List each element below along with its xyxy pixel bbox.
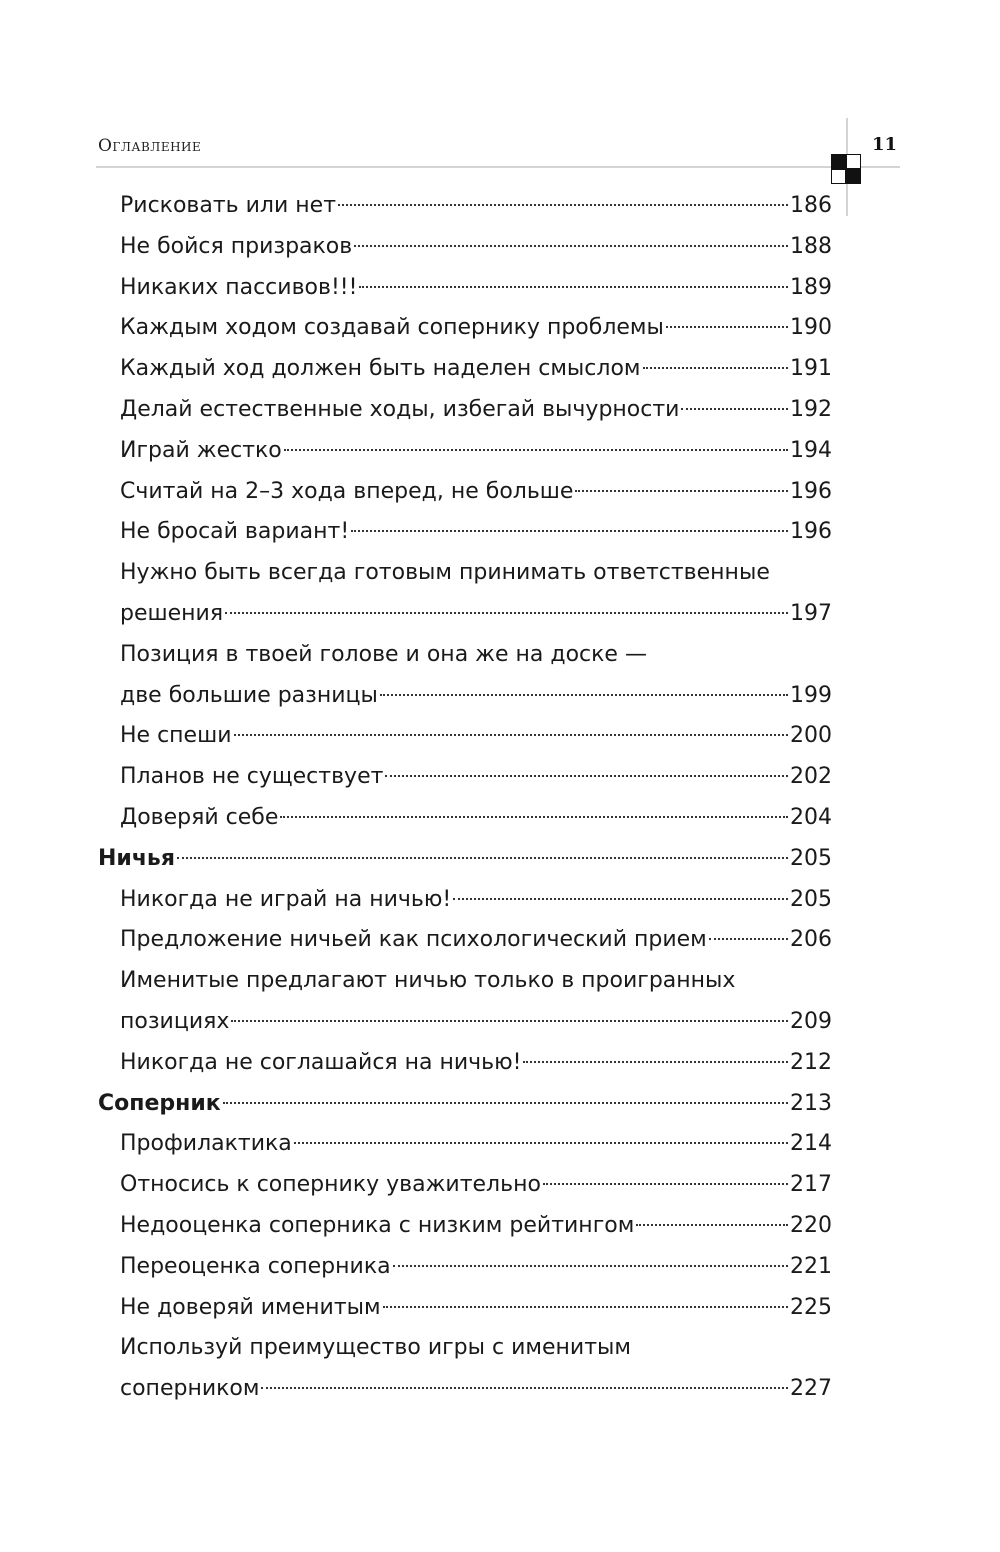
- toc-page-number: 214: [790, 1131, 832, 1157]
- toc-line: [98, 1084, 832, 1125]
- toc-title: Рисковать или нет: [120, 193, 337, 218]
- toc-entry[interactable]: [0, 268, 1000, 309]
- toc-page-number: 186: [790, 193, 832, 218]
- dot-leader: [338, 204, 788, 206]
- dot-leader: [575, 490, 788, 492]
- toc-page-number: 212: [790, 1049, 832, 1075]
- toc-title: Играй жестко: [120, 437, 282, 463]
- toc-line: [120, 798, 832, 839]
- toc-section[interactable]: [0, 1084, 1000, 1125]
- dot-leader: [351, 530, 788, 532]
- toc-title: Не бросай вариант!: [120, 519, 350, 545]
- toc-line: [120, 1165, 832, 1206]
- toc-page-number: 205: [790, 886, 832, 912]
- toc-entry[interactable]: [0, 186, 1000, 227]
- dot-leader: [261, 1387, 788, 1389]
- toc-title: Не бойся призраков: [120, 233, 353, 259]
- toc-title: Переоценка соперника: [120, 1253, 391, 1279]
- dot-leader: [543, 1183, 788, 1185]
- toc-entry[interactable]: [0, 920, 1000, 961]
- toc-title: Профилактика: [120, 1131, 292, 1157]
- toc-entry[interactable]: [0, 1002, 1000, 1043]
- toc-line: [120, 1247, 832, 1288]
- toc-line: [120, 1369, 832, 1410]
- dot-leader: [383, 1306, 788, 1308]
- toc-line: [120, 757, 832, 798]
- toc-page-number: 192: [790, 396, 832, 422]
- page-number: 11: [872, 134, 898, 155]
- toc-line: [120, 1328, 832, 1369]
- toc-title: Позиция в твоей голове и она же на доске —: [120, 641, 647, 667]
- toc-title: позициях: [120, 1008, 230, 1034]
- toc-title: Не спеши: [120, 723, 232, 749]
- dot-leader: [393, 1265, 788, 1267]
- toc-entry[interactable]: [0, 635, 1000, 676]
- toc-entry[interactable]: [0, 880, 1000, 921]
- toc-page-number: 206: [790, 927, 832, 953]
- toc-line: [120, 676, 832, 717]
- dot-leader: [380, 694, 788, 696]
- dot-leader: [294, 1142, 788, 1144]
- toc-line: [120, 472, 832, 513]
- toc-entry[interactable]: [0, 390, 1000, 431]
- dot-leader: [385, 775, 788, 777]
- toc-page-number: 190: [790, 315, 832, 341]
- toc-entry[interactable]: [0, 716, 1000, 757]
- dot-leader: [354, 245, 788, 247]
- dot-leader: [225, 612, 788, 614]
- toc-title: Относись к сопернику уважительно: [120, 1172, 541, 1198]
- toc-entry[interactable]: [0, 676, 1000, 717]
- toc-line: [120, 308, 832, 349]
- toc-title: Каждым ходом создавай сопернику проблемы: [120, 315, 664, 341]
- toc-page-number: 197: [790, 600, 832, 626]
- toc-title: Не доверяй именитым: [120, 1294, 381, 1320]
- toc-line: [120, 390, 832, 431]
- dot-leader: [284, 449, 788, 451]
- toc-entry[interactable]: [0, 594, 1000, 635]
- toc-entry[interactable]: [0, 1328, 1000, 1369]
- toc-title: соперником: [120, 1376, 260, 1402]
- dot-leader: [643, 367, 788, 369]
- dot-leader: [666, 326, 788, 328]
- toc-title: Никаких пассивов!!!: [120, 274, 358, 300]
- toc-title: Недооценка соперника с низким рейтингом: [120, 1212, 635, 1238]
- toc-entry[interactable]: [0, 227, 1000, 268]
- toc-line: [120, 961, 832, 1002]
- toc-line: [120, 716, 832, 757]
- toc-line: [120, 431, 832, 472]
- toc-page-number: 188: [790, 233, 832, 259]
- toc-entry[interactable]: [0, 349, 1000, 390]
- toc-line: [120, 553, 832, 594]
- toc-entry[interactable]: [0, 1247, 1000, 1288]
- toc-page-number: 202: [790, 764, 832, 790]
- toc-page-number: 205: [790, 845, 832, 871]
- dot-leader: [681, 408, 788, 410]
- toc-line: [98, 839, 832, 880]
- toc-title: Используй преимущество игры с именитым: [120, 1335, 631, 1361]
- toc-page-number: 191: [790, 356, 832, 382]
- dot-leader: [223, 1102, 788, 1104]
- toc-line: [120, 594, 832, 635]
- toc-page-number: 196: [790, 519, 832, 545]
- toc-title: решения: [120, 600, 224, 626]
- dot-leader: [359, 286, 788, 288]
- toc-page-number: 200: [790, 723, 832, 749]
- toc-section[interactable]: [0, 839, 1000, 880]
- toc-title: две большие разницы: [120, 682, 378, 708]
- header-rule: [96, 166, 900, 168]
- toc-entry[interactable]: [0, 798, 1000, 839]
- toc-line: [120, 349, 832, 390]
- toc-line: [120, 186, 832, 227]
- toc-line: [120, 635, 832, 676]
- dot-leader: [523, 1061, 788, 1063]
- checkerboard-icon: [831, 154, 861, 184]
- toc-page-number: 217: [790, 1172, 832, 1198]
- dot-leader: [177, 857, 788, 859]
- toc-page-number: 196: [790, 478, 832, 504]
- toc-line: [120, 1124, 832, 1165]
- toc-page-number: 194: [790, 437, 832, 463]
- toc-page-number: 213: [790, 1090, 832, 1116]
- dot-leader: [234, 734, 788, 736]
- toc-entry[interactable]: [0, 308, 1000, 349]
- toc-page-number: 199: [790, 682, 832, 708]
- toc-entry[interactable]: [0, 431, 1000, 472]
- toc-page-number: 189: [790, 274, 832, 300]
- toc-entry[interactable]: [0, 472, 1000, 513]
- toc-line: [120, 1206, 832, 1247]
- toc-title: Делай естественные ходы, избегай вычурности: [120, 396, 680, 422]
- toc-page-number: 225: [790, 1294, 832, 1320]
- toc-entry[interactable]: [0, 1288, 1000, 1329]
- toc-entry[interactable]: [0, 1124, 1000, 1165]
- toc-entry[interactable]: [0, 1165, 1000, 1206]
- toc-line: [120, 920, 832, 961]
- toc-title: Никогда не играй на ничью!: [120, 886, 452, 912]
- toc-page-number: 204: [790, 804, 832, 830]
- toc-entry[interactable]: [0, 512, 1000, 553]
- toc-entry[interactable]: [0, 553, 1000, 594]
- toc-page-number: 209: [790, 1008, 832, 1034]
- toc-title: Ничья: [98, 845, 175, 871]
- toc-line: [120, 268, 832, 309]
- toc-line: [120, 1288, 832, 1329]
- toc-title: Планов не существует: [120, 764, 384, 790]
- toc-title: Именитые предлагают ничью только в проигранных: [120, 968, 736, 994]
- toc-title: Считай на 2–3 хода вперед, не больше: [120, 478, 574, 504]
- dot-leader: [453, 898, 788, 900]
- toc-title: Предложение ничьей как психологический прием: [120, 927, 707, 953]
- toc-line: [120, 512, 832, 553]
- toc-page-number: 227: [790, 1376, 832, 1402]
- running-head: Оглавление: [98, 136, 202, 156]
- toc-page-number: 221: [790, 1253, 832, 1279]
- toc-title: Соперник: [98, 1090, 221, 1116]
- toc-title: Каждый ход должен быть наделен смыслом: [120, 356, 641, 382]
- dot-leader: [709, 938, 788, 940]
- dot-leader: [280, 816, 788, 818]
- toc-title: Нужно быть всегда готовым принимать ответственные: [120, 560, 770, 586]
- toc-entry[interactable]: [0, 1043, 1000, 1084]
- toc-entry[interactable]: [0, 1206, 1000, 1247]
- toc-title: Никогда не соглашайся на ничью!: [120, 1049, 522, 1075]
- dot-leader: [636, 1224, 788, 1226]
- toc-line: [120, 227, 832, 268]
- toc-line: [120, 880, 832, 921]
- toc-title: Доверяй себе: [120, 804, 279, 830]
- toc-entry[interactable]: [0, 1369, 1000, 1410]
- toc-entry[interactable]: [0, 961, 1000, 1002]
- toc-line: [120, 1002, 832, 1043]
- toc-page-number: 220: [790, 1212, 832, 1238]
- toc-entry[interactable]: [0, 757, 1000, 798]
- toc-line: [120, 1043, 832, 1084]
- table-of-contents: [0, 186, 1000, 1410]
- dot-leader: [231, 1020, 788, 1022]
